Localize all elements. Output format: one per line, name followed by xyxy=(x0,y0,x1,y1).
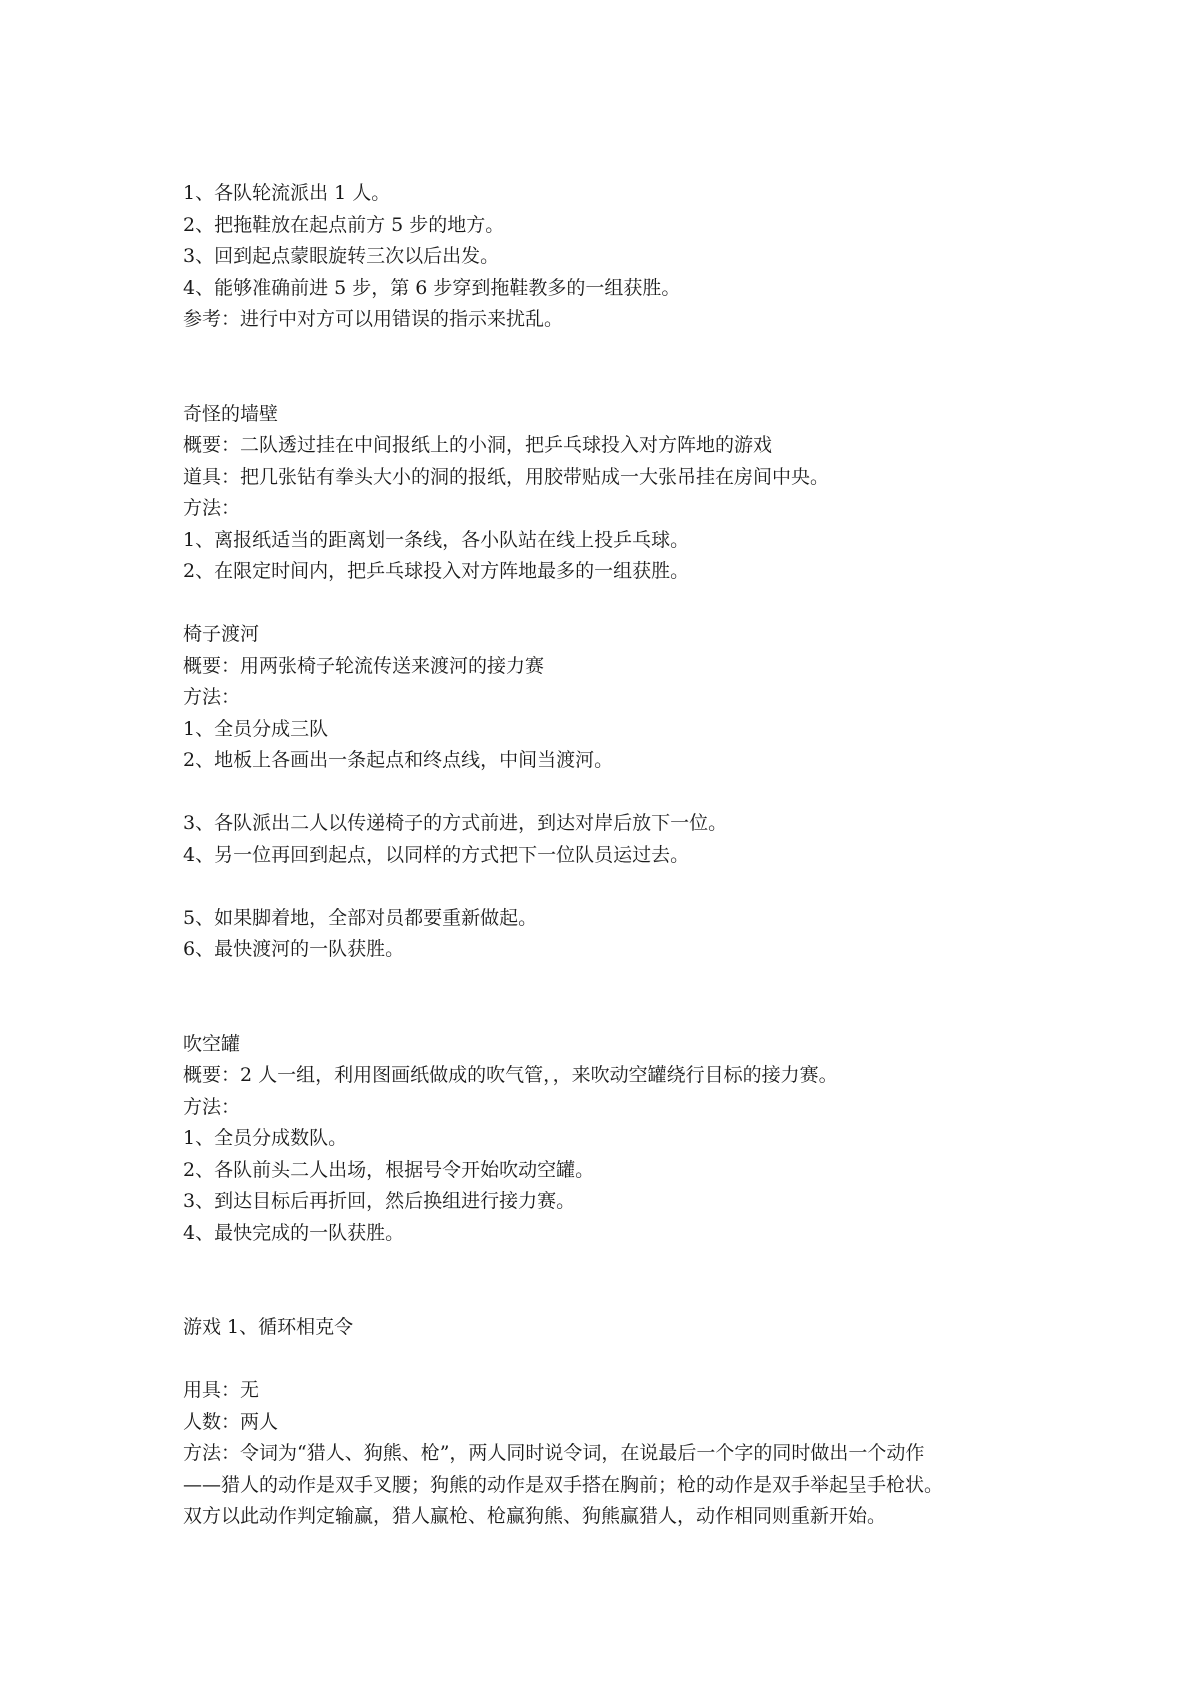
blow-can-section xyxy=(183,1029,1083,1250)
section-title: 椅子渡河 xyxy=(183,623,260,645)
text-line: 4、另一位再回到起点，以同样的方式把下一位队员运过去。 xyxy=(183,843,690,866)
text-line: 方法： xyxy=(183,1095,241,1118)
game-1-details xyxy=(183,1375,1083,1533)
text-line: 6、最快渡河的一队获胜。 xyxy=(183,938,405,960)
text-line: 道具：把几张钻有拳头大小的洞的报纸，用胶带贴成一大张吊挂在房间中央。 xyxy=(183,465,830,488)
game-1-title xyxy=(183,1312,1083,1344)
text-line: 5、如果脚着地，全部对员都要重新做起。 xyxy=(183,906,538,929)
text-line: 3、到达目标后再折回，然后换组进行接力赛。 xyxy=(183,1190,576,1212)
strange-wall-section xyxy=(183,399,1083,588)
section-title: 奇怪的墙壁 xyxy=(183,402,279,425)
text-line: 4、能够准确前进 5 步，第 6 步穿到拖鞋教多的一组获胜。 xyxy=(183,276,681,299)
text-line: 参考：进行中对方可以用错误的指示来扰乱。 xyxy=(183,308,564,330)
text-line: 1、离报纸适当的距离划一条线，各小队站在线上投乒乓球。 xyxy=(183,528,690,551)
section-title: 游戏 1、循环相克令 xyxy=(183,1316,354,1338)
text-line: 方法： xyxy=(183,686,241,708)
text-line: 概要：用两张椅子轮流传送来渡河的接力赛 xyxy=(183,654,545,677)
text-line: 概要：二队透过挂在中间报纸上的小洞，把乒乓球投入对方阵地的游戏 xyxy=(183,434,773,456)
text-line: 方法： xyxy=(183,497,241,519)
text-line: 2、把拖鞋放在起点前方 5 步的地方。 xyxy=(183,213,505,236)
chair-river-steps-continued xyxy=(183,808,1083,871)
text-line: 1、各队轮流派出 1 人。 xyxy=(183,182,391,204)
document-page xyxy=(183,178,1083,1533)
text-line: 1、全员分成数队。 xyxy=(183,1127,348,1149)
text-line: 3、各队派出二人以传递椅子的方式前进，到达对岸后放下一位。 xyxy=(183,812,728,834)
text-line: ——猎人的动作是双手叉腰；狗熊的动作是双手搭在胸前；枪的动作是双手举起呈手枪状。 xyxy=(183,1473,944,1496)
text-line: 1、全员分成三队 xyxy=(183,717,329,740)
text-line: 概要：2 人一组，利用图画纸做成的吹气管，，来吹动空罐绕行目标的接力赛。 xyxy=(183,1064,838,1086)
chair-river-steps-final xyxy=(183,903,1083,966)
text-line: 3、回到起点蒙眼旋转三次以后出发。 xyxy=(183,245,500,267)
chair-river-section xyxy=(183,619,1083,777)
text-line: 双方以此动作判定输赢，猎人赢枪、枪赢狗熊、狗熊赢猎人，动作相同则重新开始。 xyxy=(183,1505,887,1527)
section-title: 吹空罐 xyxy=(183,1032,241,1055)
text-line: 人数：两人 xyxy=(183,1410,279,1433)
text-line: 2、在限定时间内，把乒乓球投入对方阵地最多的一组获胜。 xyxy=(183,560,690,582)
text-line: 2、地板上各画出一条起点和终点线，中间当渡河。 xyxy=(183,749,614,771)
slipper-game-steps xyxy=(183,178,1083,336)
text-line: 4、最快完成的一队获胜。 xyxy=(183,1221,405,1244)
text-line: 2、各队前头二人出场，根据号令开始吹动空罐。 xyxy=(183,1158,595,1181)
text-line: 方法：令词为“猎人、狗熊、枪”，两人同时说令词，在说最后一个字的同时做出一个动作 xyxy=(183,1442,925,1464)
text-line: 用具：无 xyxy=(183,1379,260,1401)
